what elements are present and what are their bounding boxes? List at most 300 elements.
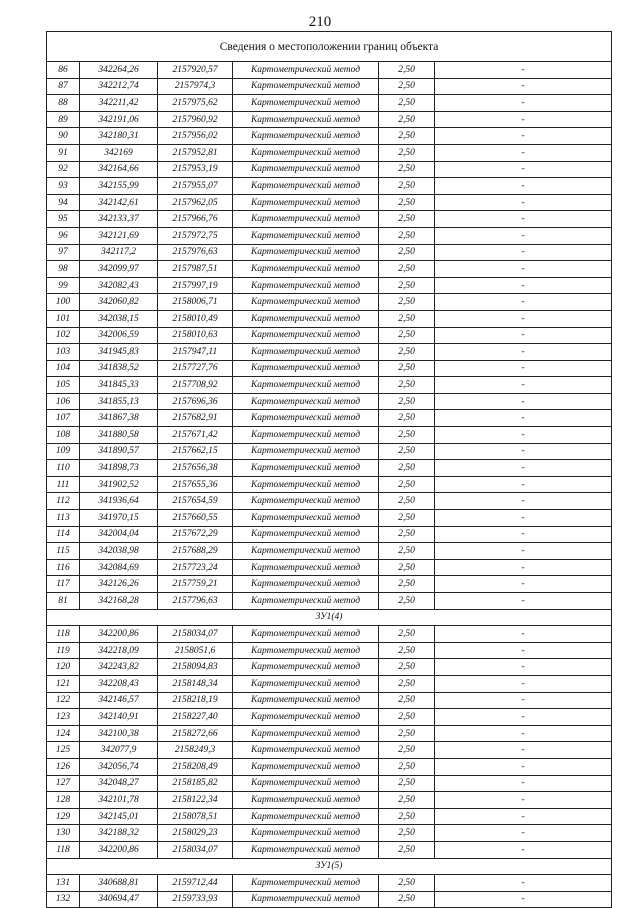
method-cell: Картометрический метод	[233, 493, 379, 510]
table-row	[47, 294, 612, 311]
point-number-cell: 124	[47, 725, 80, 742]
description-cell: -	[435, 227, 612, 244]
table-row	[47, 144, 612, 161]
point-number-cell: 129	[47, 808, 80, 825]
x-coordinate-cell: 342082,43	[80, 277, 158, 294]
x-coordinate-cell: 342077,9	[80, 742, 158, 759]
point-number-cell: 122	[47, 692, 80, 709]
point-number-cell: 109	[47, 443, 80, 460]
description-cell: -	[435, 78, 612, 95]
x-coordinate-cell: 342191,06	[80, 111, 158, 128]
y-coordinate-cell: 2157987,51	[158, 261, 233, 278]
y-coordinate-cell: 2159733,93	[158, 891, 233, 908]
method-cell: Картометрический метод	[233, 294, 379, 311]
method-cell: Картометрический метод	[233, 460, 379, 477]
precision-cell: 2,50	[379, 709, 435, 726]
precision-cell: 2,50	[379, 194, 435, 211]
point-number-cell: 106	[47, 393, 80, 410]
table-row	[47, 526, 612, 543]
point-number-cell: 92	[47, 161, 80, 178]
table-row	[47, 393, 612, 410]
method-cell: Картометрический метод	[233, 576, 379, 593]
method-cell: Картометрический метод	[233, 310, 379, 327]
x-coordinate-cell: 341890,57	[80, 443, 158, 460]
description-cell: -	[435, 875, 612, 892]
point-number-cell: 107	[47, 410, 80, 427]
description-cell: -	[435, 128, 612, 145]
y-coordinate-cell: 2157723,24	[158, 559, 233, 576]
table-row	[47, 593, 612, 610]
y-coordinate-cell: 2157972,75	[158, 227, 233, 244]
y-coordinate-cell: 2157662,15	[158, 443, 233, 460]
description-cell: -	[435, 841, 612, 858]
precision-cell: 2,50	[379, 825, 435, 842]
precision-cell: 2,50	[379, 675, 435, 692]
y-coordinate-cell: 2157688,29	[158, 543, 233, 560]
point-number-cell: 89	[47, 111, 80, 128]
method-cell: Картометрический метод	[233, 725, 379, 742]
x-coordinate-cell: 342164,66	[80, 161, 158, 178]
point-number-cell: 99	[47, 277, 80, 294]
point-number-cell: 126	[47, 758, 80, 775]
point-number-cell: 111	[47, 476, 80, 493]
point-number-cell: 98	[47, 261, 80, 278]
table-row	[47, 227, 612, 244]
description-cell: -	[435, 111, 612, 128]
description-cell: -	[435, 161, 612, 178]
method-cell: Картометрический метод	[233, 775, 379, 792]
precision-cell: 2,50	[379, 144, 435, 161]
table-row	[47, 128, 612, 145]
description-cell: -	[435, 692, 612, 709]
y-coordinate-cell: 2157975,62	[158, 95, 233, 112]
point-number-cell: 102	[47, 327, 80, 344]
precision-cell: 2,50	[379, 808, 435, 825]
y-coordinate-cell: 2157708,92	[158, 377, 233, 394]
method-cell: Картометрический метод	[233, 62, 379, 79]
precision-cell: 2,50	[379, 642, 435, 659]
boundary-coordinates-table	[46, 31, 612, 908]
x-coordinate-cell: 342048,27	[80, 775, 158, 792]
y-coordinate-cell: 2158272,66	[158, 725, 233, 742]
y-coordinate-cell: 2158051,6	[158, 642, 233, 659]
x-coordinate-cell: 340694,47	[80, 891, 158, 908]
point-number-cell: 93	[47, 178, 80, 195]
description-cell: -	[435, 493, 612, 510]
description-cell: -	[435, 576, 612, 593]
x-coordinate-cell: 342056,74	[80, 758, 158, 775]
x-coordinate-cell: 342004,04	[80, 526, 158, 543]
y-coordinate-cell: 2158122,34	[158, 792, 233, 809]
description-cell: -	[435, 294, 612, 311]
point-number-cell: 112	[47, 493, 80, 510]
table-row	[47, 675, 612, 692]
precision-cell: 2,50	[379, 277, 435, 294]
description-cell: -	[435, 393, 612, 410]
point-number-cell: 118	[47, 626, 80, 643]
description-cell: -	[435, 642, 612, 659]
table-row	[47, 725, 612, 742]
description-cell: -	[435, 792, 612, 809]
y-coordinate-cell: 2157953,19	[158, 161, 233, 178]
method-cell: Картометрический метод	[233, 675, 379, 692]
point-number-cell: 97	[47, 244, 80, 261]
table-row	[47, 211, 612, 228]
method-cell: Картометрический метод	[233, 161, 379, 178]
y-coordinate-cell: 2157962,05	[158, 194, 233, 211]
method-cell: Картометрический метод	[233, 808, 379, 825]
precision-cell: 2,50	[379, 178, 435, 195]
x-coordinate-cell: 342180,31	[80, 128, 158, 145]
precision-cell: 2,50	[379, 742, 435, 759]
table-row	[47, 62, 612, 79]
y-coordinate-cell: 2157672,29	[158, 526, 233, 543]
point-number-cell: 114	[47, 526, 80, 543]
x-coordinate-cell: 342133,37	[80, 211, 158, 228]
y-coordinate-cell: 2157656,38	[158, 460, 233, 477]
description-cell: -	[435, 194, 612, 211]
x-coordinate-cell: 342084,69	[80, 559, 158, 576]
method-cell: Картометрический метод	[233, 144, 379, 161]
method-cell: Картометрический метод	[233, 543, 379, 560]
point-number-cell: 90	[47, 128, 80, 145]
table-caption-row	[47, 32, 612, 62]
description-cell: -	[435, 178, 612, 195]
y-coordinate-cell: 2159712,44	[158, 875, 233, 892]
x-coordinate-cell: 342126,26	[80, 576, 158, 593]
point-number-cell: 94	[47, 194, 80, 211]
point-number-cell: 86	[47, 62, 80, 79]
method-cell: Картометрический метод	[233, 709, 379, 726]
point-number-cell: 88	[47, 95, 80, 112]
precision-cell: 2,50	[379, 510, 435, 527]
precision-cell: 2,50	[379, 775, 435, 792]
description-cell: -	[435, 725, 612, 742]
table-row	[47, 576, 612, 593]
point-number-cell: 87	[47, 78, 80, 95]
table-row	[47, 277, 612, 294]
method-cell: Картометрический метод	[233, 742, 379, 759]
description-cell: -	[435, 675, 612, 692]
description-cell: -	[435, 277, 612, 294]
precision-cell: 2,50	[379, 261, 435, 278]
method-cell: Картометрический метод	[233, 692, 379, 709]
x-coordinate-cell: 342168,28	[80, 593, 158, 610]
point-number-cell: 131	[47, 875, 80, 892]
y-coordinate-cell: 2158218,19	[158, 692, 233, 709]
point-number-cell: 105	[47, 377, 80, 394]
description-cell: -	[435, 476, 612, 493]
y-coordinate-cell: 2158148,34	[158, 675, 233, 692]
y-coordinate-cell: 2157974,3	[158, 78, 233, 95]
method-cell: Картометрический метод	[233, 410, 379, 427]
table-row	[47, 659, 612, 676]
x-coordinate-cell: 342140,91	[80, 709, 158, 726]
method-cell: Картометрический метод	[233, 78, 379, 95]
precision-cell: 2,50	[379, 891, 435, 908]
point-number-cell: 108	[47, 427, 80, 444]
table-row	[47, 476, 612, 493]
precision-cell: 2,50	[379, 310, 435, 327]
table-row	[47, 178, 612, 195]
description-cell: -	[435, 460, 612, 477]
precision-cell: 2,50	[379, 476, 435, 493]
point-number-cell: 121	[47, 675, 80, 692]
x-coordinate-cell: 342200,86	[80, 841, 158, 858]
method-cell: Картометрический метод	[233, 659, 379, 676]
precision-cell: 2,50	[379, 360, 435, 377]
section-heading-row	[47, 609, 612, 626]
method-cell: Картометрический метод	[233, 891, 379, 908]
description-cell: -	[435, 543, 612, 560]
x-coordinate-cell: 342212,74	[80, 78, 158, 95]
table-row	[47, 559, 612, 576]
method-cell: Картометрический метод	[233, 344, 379, 361]
method-cell: Картометрический метод	[233, 360, 379, 377]
table-row	[47, 261, 612, 278]
table-row	[47, 327, 612, 344]
x-coordinate-cell: 342218,09	[80, 642, 158, 659]
y-coordinate-cell: 2158208,49	[158, 758, 233, 775]
point-number-cell: 104	[47, 360, 80, 377]
table-row	[47, 377, 612, 394]
precision-cell: 2,50	[379, 593, 435, 610]
y-coordinate-cell: 2157727,76	[158, 360, 233, 377]
y-coordinate-cell: 2158249,3	[158, 742, 233, 759]
method-cell: Картометрический метод	[233, 261, 379, 278]
precision-cell: 2,50	[379, 377, 435, 394]
x-coordinate-cell: 342099,97	[80, 261, 158, 278]
point-number-cell: 103	[47, 344, 80, 361]
y-coordinate-cell: 2158029,23	[158, 825, 233, 842]
precision-cell: 2,50	[379, 526, 435, 543]
precision-cell: 2,50	[379, 344, 435, 361]
description-cell: -	[435, 144, 612, 161]
precision-cell: 2,50	[379, 327, 435, 344]
description-cell: -	[435, 377, 612, 394]
y-coordinate-cell: 2157966,76	[158, 211, 233, 228]
table-row	[47, 310, 612, 327]
description-cell: -	[435, 62, 612, 79]
point-number-cell: 115	[47, 543, 80, 560]
method-cell: Картометрический метод	[233, 178, 379, 195]
x-coordinate-cell: 342117,2	[80, 244, 158, 261]
y-coordinate-cell: 2158034,07	[158, 841, 233, 858]
point-number-cell: 118	[47, 841, 80, 858]
table-row	[47, 792, 612, 809]
description-cell: -	[435, 593, 612, 610]
y-coordinate-cell: 2157660,55	[158, 510, 233, 527]
section-heading: ЗУ1(4)	[47, 609, 612, 626]
y-coordinate-cell: 2157947,11	[158, 344, 233, 361]
point-number-cell: 113	[47, 510, 80, 527]
x-coordinate-cell: 342188,32	[80, 825, 158, 842]
precision-cell: 2,50	[379, 543, 435, 560]
x-coordinate-cell: 341970,15	[80, 510, 158, 527]
y-coordinate-cell: 2158006,71	[158, 294, 233, 311]
y-coordinate-cell: 2157654,59	[158, 493, 233, 510]
precision-cell: 2,50	[379, 427, 435, 444]
method-cell: Картометрический метод	[233, 194, 379, 211]
y-coordinate-cell: 2158010,63	[158, 327, 233, 344]
precision-cell: 2,50	[379, 211, 435, 228]
point-number-cell: 116	[47, 559, 80, 576]
table-row	[47, 111, 612, 128]
precision-cell: 2,50	[379, 111, 435, 128]
method-cell: Картометрический метод	[233, 476, 379, 493]
precision-cell: 2,50	[379, 62, 435, 79]
description-cell: -	[435, 526, 612, 543]
y-coordinate-cell: 2158094,83	[158, 659, 233, 676]
method-cell: Картометрический метод	[233, 841, 379, 858]
y-coordinate-cell: 2157920,57	[158, 62, 233, 79]
y-coordinate-cell: 2157952,81	[158, 144, 233, 161]
x-coordinate-cell: 342038,15	[80, 310, 158, 327]
precision-cell: 2,50	[379, 576, 435, 593]
description-cell: -	[435, 559, 612, 576]
precision-cell: 2,50	[379, 393, 435, 410]
point-number-cell: 125	[47, 742, 80, 759]
y-coordinate-cell: 2157682,91	[158, 410, 233, 427]
description-cell: -	[435, 360, 612, 377]
precision-cell: 2,50	[379, 460, 435, 477]
section-heading-row	[47, 858, 612, 875]
table-row	[47, 510, 612, 527]
precision-cell: 2,50	[379, 875, 435, 892]
x-coordinate-cell: 340688,81	[80, 875, 158, 892]
table-row	[47, 427, 612, 444]
method-cell: Картометрический метод	[233, 427, 379, 444]
description-cell: -	[435, 510, 612, 527]
method-cell: Картометрический метод	[233, 227, 379, 244]
precision-cell: 2,50	[379, 725, 435, 742]
description-cell: -	[435, 443, 612, 460]
table-row	[47, 808, 612, 825]
precision-cell: 2,50	[379, 78, 435, 95]
method-cell: Картометрический метод	[233, 128, 379, 145]
precision-cell: 2,50	[379, 659, 435, 676]
x-coordinate-cell: 342200,86	[80, 626, 158, 643]
table-row	[47, 443, 612, 460]
table-row	[47, 875, 612, 892]
y-coordinate-cell: 2157671,42	[158, 427, 233, 444]
x-coordinate-cell: 342060,82	[80, 294, 158, 311]
description-cell: -	[435, 808, 612, 825]
description-cell: -	[435, 891, 612, 908]
method-cell: Картометрический метод	[233, 642, 379, 659]
point-number-cell: 117	[47, 576, 80, 593]
point-number-cell: 130	[47, 825, 80, 842]
x-coordinate-cell: 341867,38	[80, 410, 158, 427]
x-coordinate-cell: 341838,52	[80, 360, 158, 377]
precision-cell: 2,50	[379, 443, 435, 460]
y-coordinate-cell: 2157796,63	[158, 593, 233, 610]
method-cell: Картометрический метод	[233, 626, 379, 643]
point-number-cell: 123	[47, 709, 80, 726]
x-coordinate-cell: 341880,58	[80, 427, 158, 444]
x-coordinate-cell: 342142,61	[80, 194, 158, 211]
method-cell: Картометрический метод	[233, 377, 379, 394]
method-cell: Картометрический метод	[233, 875, 379, 892]
x-coordinate-cell: 342100,38	[80, 725, 158, 742]
table-row	[47, 78, 612, 95]
x-coordinate-cell: 342243,82	[80, 659, 158, 676]
method-cell: Картометрический метод	[233, 559, 379, 576]
table-row	[47, 758, 612, 775]
point-number-cell: 81	[47, 593, 80, 610]
x-coordinate-cell: 342145,01	[80, 808, 158, 825]
description-cell: -	[435, 659, 612, 676]
point-number-cell: 132	[47, 891, 80, 908]
method-cell: Картометрический метод	[233, 443, 379, 460]
x-coordinate-cell: 342038,98	[80, 543, 158, 560]
y-coordinate-cell: 2158078,51	[158, 808, 233, 825]
method-cell: Картометрический метод	[233, 510, 379, 527]
table-row	[47, 410, 612, 427]
description-cell: -	[435, 709, 612, 726]
y-coordinate-cell: 2157955,07	[158, 178, 233, 195]
method-cell: Картометрический метод	[233, 211, 379, 228]
precision-cell: 2,50	[379, 841, 435, 858]
precision-cell: 2,50	[379, 410, 435, 427]
precision-cell: 2,50	[379, 792, 435, 809]
table-row	[47, 642, 612, 659]
table-row	[47, 692, 612, 709]
method-cell: Картометрический метод	[233, 244, 379, 261]
point-number-cell: 100	[47, 294, 80, 311]
page-number: 210	[308, 14, 332, 30]
description-cell: -	[435, 95, 612, 112]
table-row	[47, 194, 612, 211]
table-caption: Сведения о местоположении границ объекта	[47, 32, 612, 62]
precision-cell: 2,50	[379, 95, 435, 112]
method-cell: Картометрический метод	[233, 393, 379, 410]
table-row	[47, 742, 612, 759]
y-coordinate-cell: 2157696,36	[158, 393, 233, 410]
precision-cell: 2,50	[379, 244, 435, 261]
x-coordinate-cell: 342121,69	[80, 227, 158, 244]
y-coordinate-cell: 2157759,21	[158, 576, 233, 593]
table-row	[47, 493, 612, 510]
method-cell: Картометрический метод	[233, 95, 379, 112]
description-cell: -	[435, 244, 612, 261]
x-coordinate-cell: 341845,33	[80, 377, 158, 394]
y-coordinate-cell: 2157997,19	[158, 277, 233, 294]
point-number-cell: 119	[47, 642, 80, 659]
point-number-cell: 101	[47, 310, 80, 327]
x-coordinate-cell: 341898,73	[80, 460, 158, 477]
x-coordinate-cell: 342101,78	[80, 792, 158, 809]
description-cell: -	[435, 327, 612, 344]
table-row	[47, 709, 612, 726]
description-cell: -	[435, 410, 612, 427]
description-cell: -	[435, 758, 612, 775]
precision-cell: 2,50	[379, 128, 435, 145]
point-number-cell: 120	[47, 659, 80, 676]
y-coordinate-cell: 2157655,36	[158, 476, 233, 493]
method-cell: Картометрический метод	[233, 526, 379, 543]
y-coordinate-cell: 2158034,07	[158, 626, 233, 643]
y-coordinate-cell: 2158227,40	[158, 709, 233, 726]
point-number-cell: 127	[47, 775, 80, 792]
x-coordinate-cell: 341936,64	[80, 493, 158, 510]
method-cell: Картометрический метод	[233, 825, 379, 842]
precision-cell: 2,50	[379, 559, 435, 576]
description-cell: -	[435, 742, 612, 759]
table-row	[47, 95, 612, 112]
section-heading: ЗУ1(5)	[47, 858, 612, 875]
x-coordinate-cell: 342155,99	[80, 178, 158, 195]
